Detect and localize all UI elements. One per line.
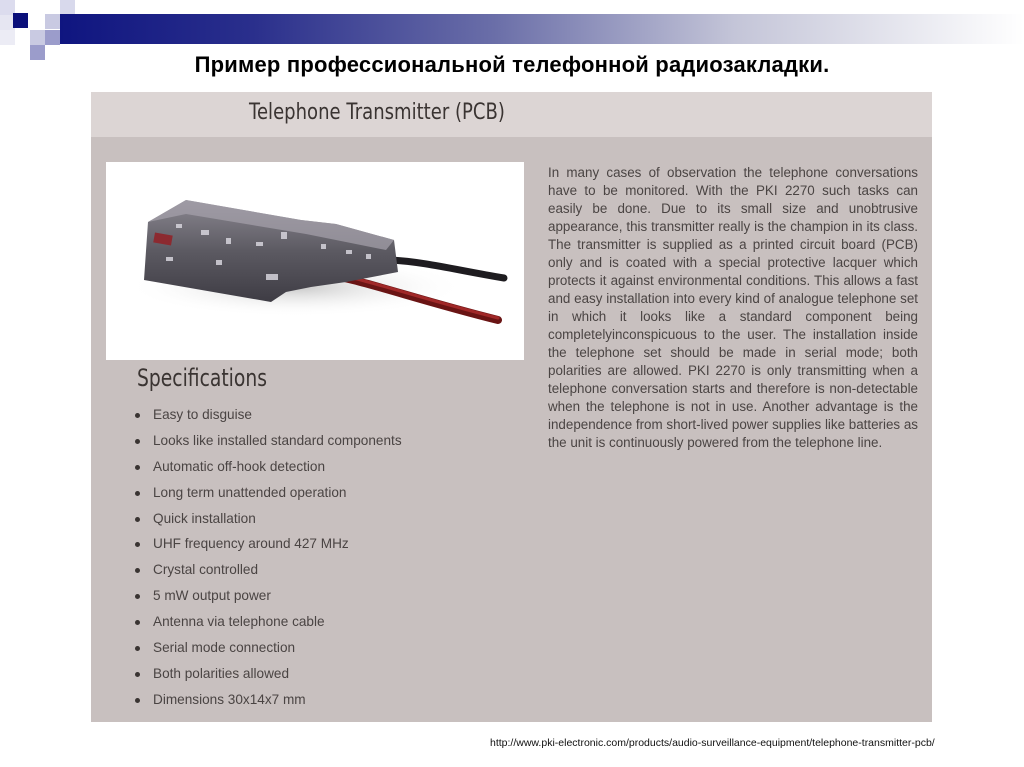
slide-decoration [0, 0, 1024, 60]
deco-square [45, 14, 60, 29]
deco-square [45, 30, 60, 45]
bullet-icon [135, 413, 140, 418]
bullet-icon [135, 698, 140, 703]
source-link[interactable]: http://www.pki-electronic.com/products/audio-surveillance-equipment/telephone-transmitter-pcb/ [490, 737, 935, 749]
deco-square [13, 13, 28, 28]
spec-item: Easy to disguise [135, 406, 402, 432]
product-panel [91, 92, 932, 722]
bullet-icon [135, 517, 140, 522]
spec-item: UHF frequency around 427 MHz [135, 535, 402, 561]
product-photo [106, 162, 524, 360]
bullet-icon [135, 672, 140, 677]
deco-square [0, 30, 15, 45]
bullet-icon [135, 568, 140, 573]
spec-item: Crystal controlled [135, 561, 402, 587]
product-title: Telephone Transmitter (PCB) [249, 100, 505, 125]
deco-square [60, 0, 75, 15]
spec-item: Long term unattended operation [135, 484, 402, 510]
bullet-icon [135, 646, 140, 651]
spec-item: Quick installation [135, 510, 402, 536]
spec-item: Both polarities allowed [135, 665, 402, 691]
bullet-icon [135, 620, 140, 625]
bullet-icon [135, 439, 140, 444]
spec-item: Antenna via telephone cable [135, 613, 402, 639]
header-gradient-bar [60, 14, 1024, 44]
specifications-heading: Specifications [137, 364, 267, 392]
spec-item: 5 mW output power [135, 587, 402, 613]
bullet-icon [135, 465, 140, 470]
product-header [91, 92, 932, 137]
specifications-list [135, 406, 402, 717]
slide-title: Пример профессиональной телефонной радиозакладки. [194, 52, 830, 77]
deco-square [30, 30, 45, 45]
pcb-transmitter-image [106, 162, 524, 360]
spec-item: Dimensions 30x14x7 mm [135, 691, 402, 717]
spec-item: Looks like installed standard components [135, 432, 402, 458]
spec-item: Serial mode connection [135, 639, 402, 665]
bullet-icon [135, 542, 140, 547]
bullet-icon [135, 594, 140, 599]
spec-item: Automatic off-hook detection [135, 458, 402, 484]
product-description: In many cases of observation the telephone conversations have to be monitored. With the PKI 2270 such tasks can easily be done. Due to its small size and unobtrusive appearance, this transmitter really is the champion in its class. The transmitter is supplied as a printed circuit board (PCB) only and is coated with a special protective lacquer which protects it against environmental conditions. This allows a fast and easy installation into every kind of analogue telephone set in which it looks like a standard component being completelyinconspicuous to the user. The installation inside the telephone set should be made in serial mode; both polarities are allowed. PKI 2270 is only transmitting when a telephone conversation starts and therefore is non-detectable when the telephone is not in use. Another advantage is the independence from short-lived power supplies like batteries as the unit is continuously powered from the telephone line. [548, 165, 918, 450]
bullet-icon [135, 491, 140, 496]
